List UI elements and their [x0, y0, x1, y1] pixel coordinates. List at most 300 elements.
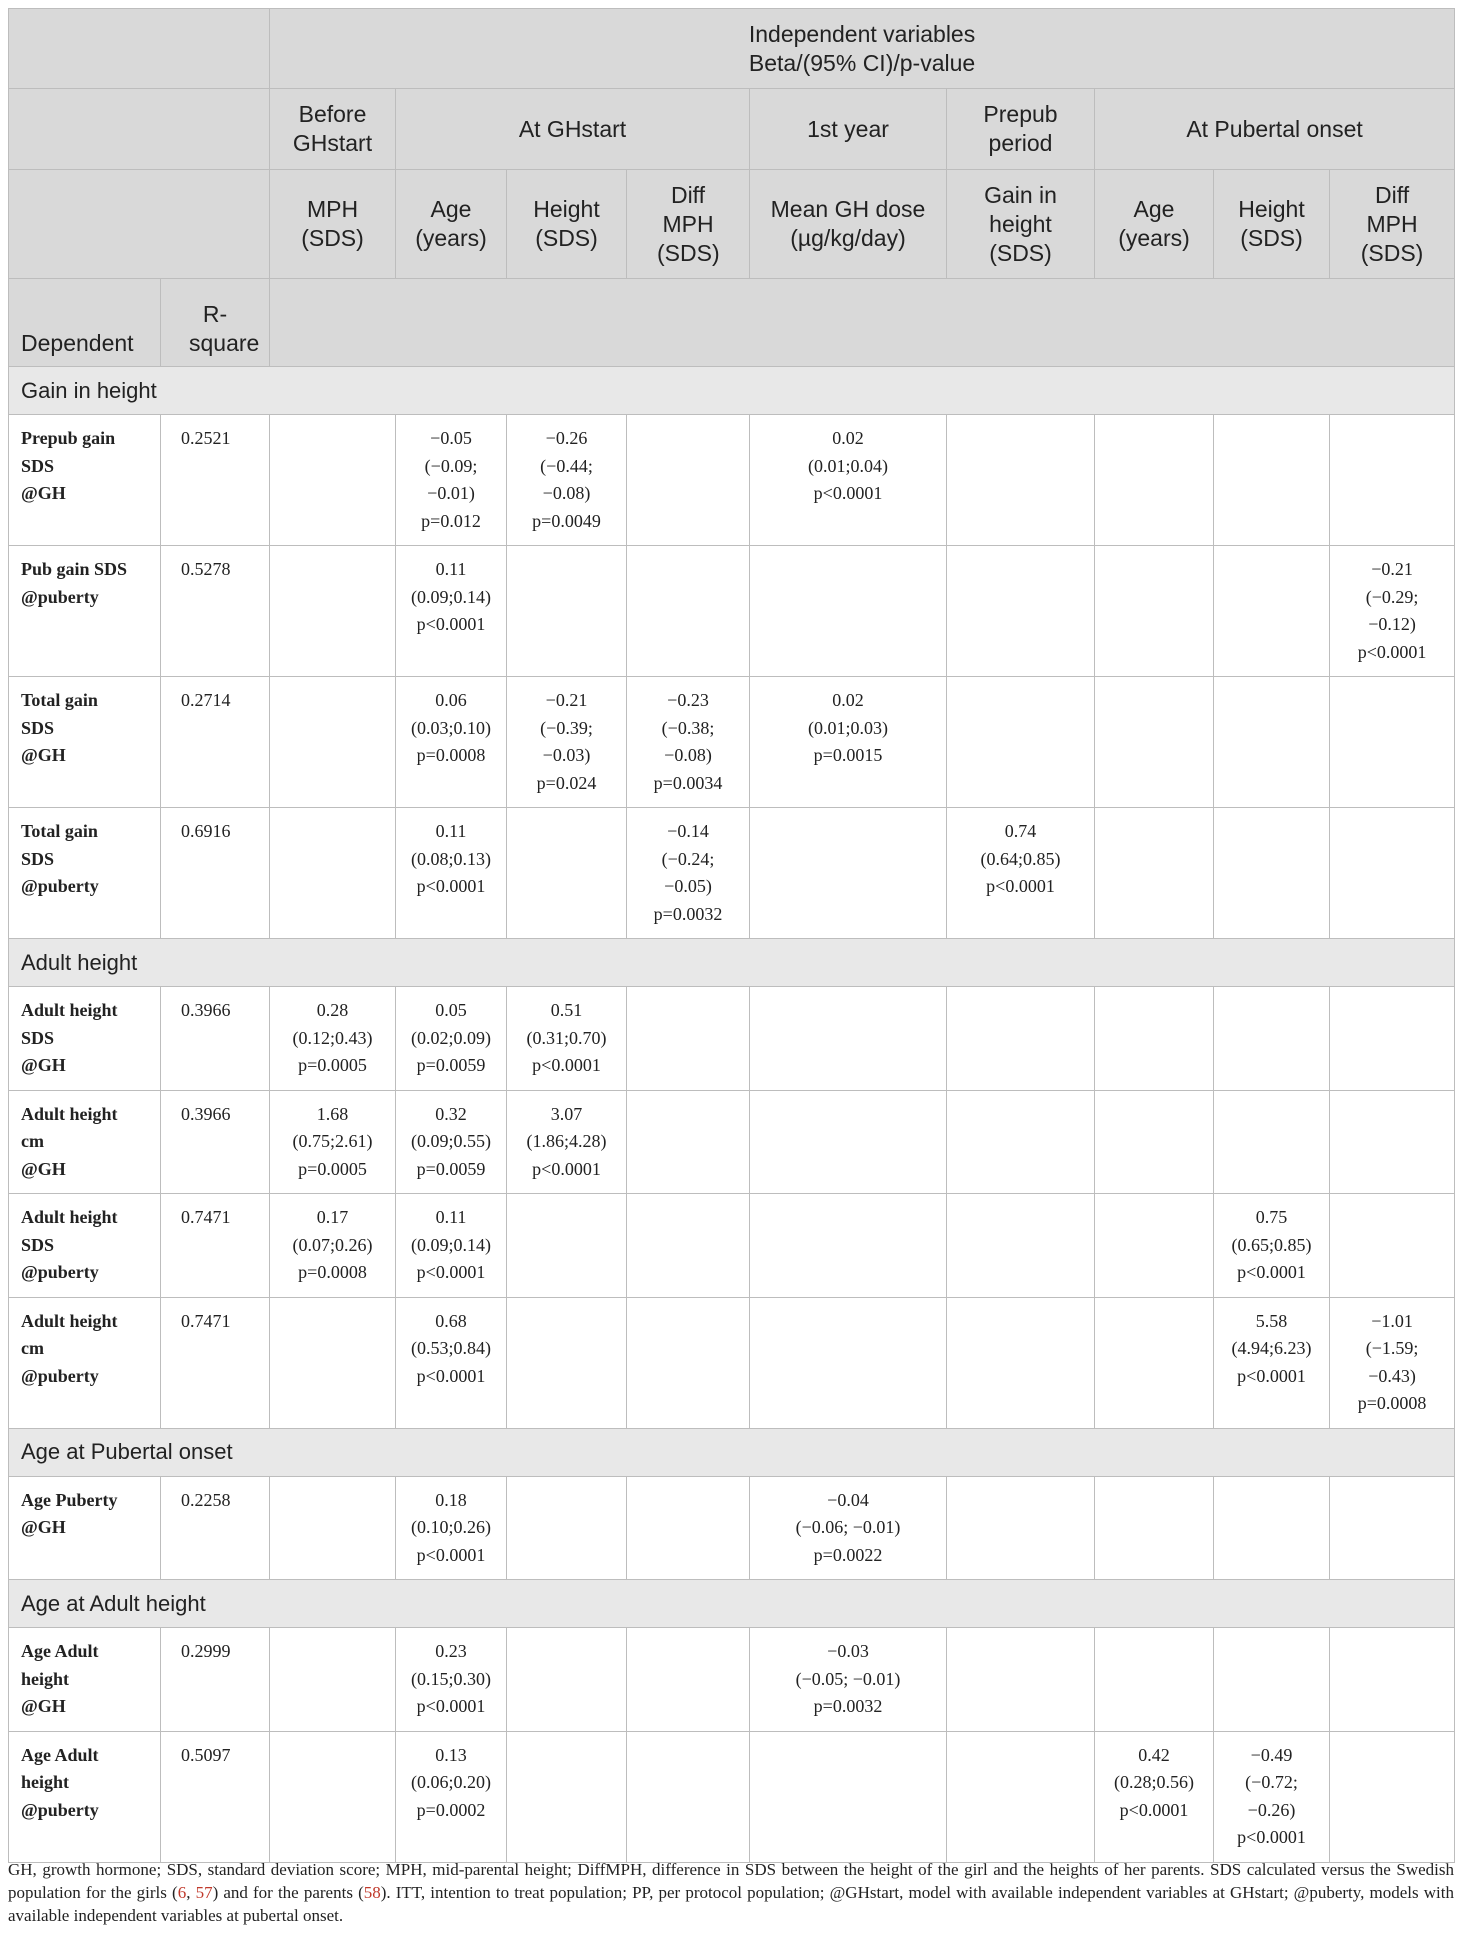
value-cell [1095, 987, 1214, 1091]
dependent-label-line: Age Puberty [21, 1489, 118, 1510]
value-cell [947, 1731, 1095, 1862]
table-row [9, 677, 1455, 808]
value-line: −0.26) [1247, 1799, 1296, 1820]
dependent-label-line: Adult height [21, 1000, 118, 1020]
dependent-label-line: Pub gain SDS [21, 559, 128, 579]
value-line: p=0.024 [536, 772, 597, 793]
dependent-label-line: @puberty [21, 1262, 99, 1282]
value-line: (0.12;0.43) [292, 1027, 373, 1048]
dependent-label-line: SDS [21, 717, 55, 738]
value-cell [1095, 415, 1214, 546]
group-first-year: 1st year [750, 89, 947, 170]
value-cell [750, 1090, 947, 1194]
table-row [9, 1297, 1455, 1428]
group-at-ghstart: At GHstart [396, 89, 750, 170]
independent-variables-header [270, 9, 1455, 89]
section-title: Adult height [9, 939, 1455, 987]
table-row [9, 1731, 1455, 1862]
reference-link[interactable]: 6 [177, 1883, 187, 1902]
value-line: −0.43) [1368, 1365, 1416, 1386]
dependent-label-line: Adult height [21, 1207, 118, 1227]
value-line: (0.02;0.09) [411, 1027, 491, 1048]
rsquare-label: R-square [161, 279, 270, 367]
value-line: (0.10;0.26) [411, 1517, 491, 1537]
value-cell [270, 677, 396, 808]
table-row [9, 808, 1455, 939]
value-line: (0.31;0.70) [526, 1027, 607, 1048]
dependent-cell [9, 415, 161, 546]
value-cell [396, 546, 507, 677]
dependent-label-line: @GH [21, 1055, 66, 1075]
value-cell [270, 1297, 396, 1428]
footnote-text: ). ITT, intention to treat population; PP, per protocol population; @GHstart, model with available independent variables at GHstart; @puberty, models with available independent variables at pubertal onset. [8, 1883, 1454, 1925]
results-table-container [8, 8, 1454, 1863]
value-line: −0.04 [827, 1489, 869, 1510]
value-line: p<0.0001 [1237, 1365, 1306, 1386]
dependent-label-line: Total gain [21, 821, 98, 841]
value-cell [947, 1090, 1095, 1194]
value-line: 5.58 [1255, 1310, 1288, 1331]
value-cell [947, 1476, 1095, 1580]
value-line: p=0.0032 [653, 903, 723, 924]
value-cell [1330, 1731, 1455, 1862]
value-line: 0.75 [1255, 1207, 1288, 1227]
value-line: p<0.0001 [416, 1262, 486, 1282]
value-cell [270, 1476, 396, 1580]
value-cell [270, 415, 396, 546]
value-line: 0.28 [316, 1000, 349, 1020]
header-empty-cell [9, 170, 270, 279]
value-cell [947, 987, 1095, 1091]
value-cell [396, 1297, 507, 1428]
value-line: p=0.0049 [532, 510, 601, 531]
dependent-cell [9, 1090, 161, 1194]
value-line: p=0.0059 [416, 1158, 486, 1179]
dependent-label-line: SDS [21, 1234, 55, 1255]
dependent-label-line: @GH [21, 1517, 66, 1537]
value-cell [1214, 987, 1330, 1091]
dependent-cell [9, 1628, 161, 1732]
value-line: (0.07;0.26) [292, 1234, 373, 1255]
value-line: (0.03;0.10) [411, 717, 491, 738]
value-line: (0.09;0.14) [411, 586, 491, 607]
col-gain-in-height: Gain in height (SDS) [947, 170, 1095, 279]
value-line: p<0.0001 [416, 1544, 486, 1565]
value-cell [1330, 546, 1455, 677]
dependent-label-line: SDS [21, 1027, 55, 1048]
col-pub-age-years: Age (years) [1095, 170, 1214, 279]
value-cell [507, 1731, 627, 1862]
value-line: p=0.0032 [813, 1696, 883, 1716]
value-cell [270, 1194, 396, 1298]
value-line: p<0.0001 [532, 1055, 601, 1075]
value-line: −0.26 [545, 428, 588, 448]
table-row [9, 1090, 1455, 1194]
section-title: Gain in height [9, 367, 1455, 415]
rsquare-cell: 0.5278 [161, 546, 270, 677]
value-line: −0.03) [542, 745, 591, 765]
dependent-cell [9, 677, 161, 808]
value-line: p=0.0005 [298, 1055, 367, 1075]
value-cell [750, 987, 947, 1091]
dependent-cell [9, 1731, 161, 1862]
value-line: 0.23 [435, 1641, 467, 1661]
value-line: (0.08;0.13) [411, 848, 491, 869]
rsquare-cell: 0.2258 [161, 1476, 270, 1580]
dependent-label-line: SDS [21, 848, 55, 869]
value-cell [750, 1194, 947, 1298]
group-prepub-period: Prepub period [947, 89, 1095, 170]
value-cell [627, 1731, 750, 1862]
value-cell [1330, 1297, 1455, 1428]
value-line: (0.06;0.20) [411, 1772, 491, 1792]
value-line: −0.23 [667, 690, 709, 710]
group-at-pubertal-onset: At Pubertal onset [1095, 89, 1455, 170]
value-cell [947, 808, 1095, 939]
rsquare-cell: 0.2999 [161, 1628, 270, 1732]
section-title: Age at Pubertal onset [9, 1428, 1455, 1476]
value-cell [750, 1476, 947, 1580]
value-cell [627, 1476, 750, 1580]
value-cell [1330, 1090, 1455, 1194]
reference-link[interactable]: 58 [363, 1883, 381, 1902]
value-cell [1214, 415, 1330, 546]
dependent-label-line: @puberty [21, 876, 99, 896]
value-cell [750, 1628, 947, 1732]
value-line: p=0.012 [421, 510, 481, 531]
value-cell [396, 987, 507, 1091]
dependent-label-line: SDS [21, 455, 55, 476]
value-line: (−0.29; [1365, 586, 1419, 607]
dependent-label-line: height [21, 1772, 70, 1792]
value-cell [627, 415, 750, 546]
dependent-label-line: Age Adult [21, 1641, 99, 1661]
value-cell [1330, 1194, 1455, 1298]
value-cell [1330, 1628, 1455, 1732]
regression-table [8, 8, 1455, 1863]
rsquare-cell: 0.7471 [161, 1194, 270, 1298]
col-mph-sds: MPH (SDS) [270, 170, 396, 279]
value-line: 0.02 [832, 428, 864, 448]
dependent-label-line: height [21, 1668, 70, 1689]
value-line: 0.11 [435, 1207, 467, 1227]
value-cell [396, 1090, 507, 1194]
value-line: 1.68 [316, 1103, 349, 1124]
value-cell [1095, 1731, 1214, 1862]
table-row [9, 987, 1455, 1091]
value-cell [627, 1628, 750, 1732]
value-line: p<0.0001 [813, 483, 883, 503]
value-cell [750, 808, 947, 939]
value-line: 0.02 [832, 690, 864, 710]
value-cell [627, 677, 750, 808]
table-row [9, 546, 1455, 677]
value-line: (−0.39; [540, 717, 593, 738]
group-before-ghstart: Before GHstart [270, 89, 396, 170]
col-diff-mph-sds: Diff MPH (SDS) [627, 170, 750, 279]
value-cell [947, 546, 1095, 677]
dependent-label-line: Total gain [21, 690, 98, 710]
value-line: (−0.06; −0.01) [795, 1517, 901, 1537]
value-cell [396, 1731, 507, 1862]
value-cell [750, 1731, 947, 1862]
dependent-label-line: @puberty [21, 1365, 99, 1386]
value-cell [270, 1731, 396, 1862]
col-age-years: Age (years) [396, 170, 507, 279]
table-header [9, 9, 1455, 367]
rsquare-cell: 0.3966 [161, 987, 270, 1091]
value-line: −0.12) [1368, 614, 1416, 634]
value-cell [507, 1297, 627, 1428]
dependent-label-line: Age Adult [21, 1744, 99, 1765]
value-cell [396, 677, 507, 808]
value-cell [627, 808, 750, 939]
value-cell [947, 1194, 1095, 1298]
value-line: p<0.0001 [416, 1696, 486, 1716]
value-line: (−0.09; [424, 455, 478, 476]
header-empty-cell [9, 89, 270, 170]
dependent-label-line: Prepub gain [21, 428, 116, 448]
rsquare-cell: 0.7471 [161, 1297, 270, 1428]
footnote-text: ) and for the parents ( [212, 1883, 364, 1902]
value-line: p=0.0005 [298, 1158, 367, 1179]
value-cell [1214, 1194, 1330, 1298]
value-cell [1330, 987, 1455, 1091]
value-line: −0.49 [1250, 1744, 1293, 1765]
value-line: −0.05 [430, 428, 472, 448]
footnote-text: GH, growth hormone; SDS, standard deviation score; MPH, mid-parental height; DiffMPH, difference in SDS between the height of the girl and the heights of her parents. SDS calculated versus the Swedish population for the girls ( [8, 1860, 1454, 1902]
value-cell [1214, 1090, 1330, 1194]
value-line: 0.13 [435, 1744, 467, 1765]
col-pub-diff-mph-sds: Diff MPH (SDS) [1330, 170, 1455, 279]
value-cell [507, 1090, 627, 1194]
value-cell [750, 1297, 947, 1428]
reference-link[interactable]: 57 [195, 1883, 213, 1902]
value-line: p<0.0001 [1237, 1827, 1306, 1847]
value-cell [1095, 1090, 1214, 1194]
dependent-label-line: Adult height [21, 1103, 118, 1124]
value-cell [270, 1628, 396, 1732]
value-line: p<0.0001 [1119, 1799, 1189, 1820]
value-line: (0.53;0.84) [411, 1338, 491, 1358]
value-line: 0.11 [435, 821, 467, 841]
value-cell [1214, 1731, 1330, 1862]
dependent-label-line: @GH [21, 1158, 66, 1179]
value-line: −1.01 [1371, 1310, 1413, 1331]
value-cell [750, 677, 947, 808]
rsquare-cell: 0.2521 [161, 415, 270, 546]
value-cell [396, 1476, 507, 1580]
value-cell [947, 1628, 1095, 1732]
value-cell [507, 677, 627, 808]
value-line: −0.21 [1371, 559, 1413, 579]
value-cell [1214, 1297, 1330, 1428]
value-line: p=0.0059 [416, 1055, 486, 1075]
value-line: p=0.0002 [416, 1799, 486, 1820]
section-row [9, 939, 1455, 987]
value-cell [1095, 546, 1214, 677]
value-line: p<0.0001 [1357, 641, 1427, 662]
value-cell [507, 1628, 627, 1732]
value-cell [1095, 1297, 1214, 1428]
independent-subtitle: Beta/(95% CI)/p-value [748, 49, 976, 76]
value-cell [507, 415, 627, 546]
rsquare-cell: 0.6916 [161, 808, 270, 939]
value-line: −0.08) [542, 483, 591, 503]
value-cell [507, 1194, 627, 1298]
value-line: p=0.0008 [298, 1262, 367, 1282]
dependent-label-line: @GH [21, 1696, 66, 1716]
value-cell [396, 415, 507, 546]
value-line: (0.65;0.85) [1231, 1234, 1312, 1255]
value-line: p<0.0001 [532, 1158, 601, 1179]
value-line: p=0.0008 [416, 745, 486, 765]
dependent-label-line: @puberty [21, 1799, 99, 1820]
value-line: p<0.0001 [1237, 1262, 1306, 1282]
value-line: (0.01;0.04) [808, 455, 888, 476]
value-cell [1214, 1628, 1330, 1732]
value-cell [507, 1476, 627, 1580]
value-line: 3.07 [550, 1103, 583, 1124]
value-cell [1214, 546, 1330, 677]
value-line: (−0.44; [540, 455, 593, 476]
value-cell [507, 808, 627, 939]
table-body [9, 367, 1455, 1863]
value-cell [947, 415, 1095, 546]
value-line: 0.74 [1004, 821, 1037, 841]
value-line: (−0.38; [661, 717, 715, 738]
table-row [9, 1476, 1455, 1580]
value-line: (−0.05; −0.01) [795, 1668, 901, 1689]
col-mean-gh-dose: Mean GH dose (µg/kg/day) [750, 170, 947, 279]
dependent-cell [9, 1194, 161, 1298]
value-line: (0.09;0.55) [411, 1131, 491, 1151]
value-line: (−0.72; [1245, 1772, 1298, 1792]
value-line: 0.18 [435, 1489, 467, 1510]
value-cell [396, 808, 507, 939]
value-cell [1214, 808, 1330, 939]
independent-title: Independent variables [748, 20, 976, 47]
value-line: 0.51 [550, 1000, 583, 1020]
table-footnote [8, 1858, 1454, 1927]
value-cell [507, 546, 627, 677]
dependent-label: Dependent [9, 279, 161, 367]
value-cell [270, 808, 396, 939]
value-cell [507, 987, 627, 1091]
value-cell [270, 1090, 396, 1194]
dependent-label-line: @puberty [21, 586, 99, 607]
value-cell [270, 987, 396, 1091]
value-line: p=0.0008 [1357, 1393, 1427, 1413]
value-cell [627, 546, 750, 677]
value-cell [1330, 1476, 1455, 1580]
value-line: p<0.0001 [986, 876, 1055, 896]
value-line: 0.11 [435, 559, 467, 579]
value-line: 0.42 [1138, 1744, 1170, 1765]
value-line: (−0.24; [661, 848, 715, 869]
value-line: 0.05 [435, 1000, 467, 1020]
rsquare-cell: 0.2714 [161, 677, 270, 808]
rsquare-cell: 0.3966 [161, 1090, 270, 1194]
value-cell [396, 1194, 507, 1298]
value-cell [270, 546, 396, 677]
rsquare-cell: 0.5097 [161, 1731, 270, 1862]
dependent-cell [9, 1297, 161, 1428]
dependent-label-line: @GH [21, 745, 66, 765]
section-row [9, 1580, 1455, 1628]
value-line: 0.68 [435, 1310, 467, 1331]
value-cell [627, 1090, 750, 1194]
value-line: −0.08) [664, 745, 712, 765]
value-line: −0.05) [664, 876, 712, 896]
value-cell [947, 677, 1095, 808]
dependent-cell [9, 987, 161, 1091]
dependent-label-line: @GH [21, 483, 66, 503]
value-cell [750, 415, 947, 546]
dependent-cell [9, 1476, 161, 1580]
value-line: p<0.0001 [416, 876, 486, 896]
value-cell [1330, 415, 1455, 546]
header-empty-cell [9, 9, 270, 89]
value-line: 0.06 [435, 690, 467, 710]
dependent-label-line: cm [21, 1338, 44, 1358]
value-cell [1095, 1628, 1214, 1732]
col-pub-height-sds: Height (SDS) [1214, 170, 1330, 279]
value-line: p<0.0001 [416, 614, 486, 634]
header-empty-cell [270, 279, 1455, 367]
value-cell [1330, 808, 1455, 939]
dependent-cell [9, 808, 161, 939]
value-line: 0.32 [435, 1103, 467, 1124]
value-line: −0.03 [827, 1641, 869, 1661]
value-line: (0.64;0.85) [980, 848, 1061, 869]
value-line: (0.15;0.30) [411, 1668, 491, 1689]
value-line: p=0.0022 [813, 1544, 883, 1565]
value-cell [627, 1194, 750, 1298]
value-cell [750, 546, 947, 677]
value-line: 0.17 [316, 1207, 349, 1227]
table-row [9, 415, 1455, 546]
dependent-label-line: Adult height [21, 1310, 118, 1331]
value-line: −0.14 [667, 821, 709, 841]
value-cell [1095, 677, 1214, 808]
dependent-cell [9, 546, 161, 677]
value-line: −0.21 [545, 690, 588, 710]
footnote-separator: , [186, 1883, 196, 1902]
value-line: (0.01;0.03) [808, 717, 888, 738]
value-line: −0.01) [427, 483, 475, 503]
value-line: (−1.59; [1365, 1338, 1419, 1358]
value-line: (0.28;0.56) [1114, 1772, 1194, 1792]
col-height-sds: Height (SDS) [507, 170, 627, 279]
value-cell [1214, 677, 1330, 808]
value-line: (0.75;2.61) [292, 1131, 373, 1151]
value-cell [627, 1297, 750, 1428]
section-row [9, 1428, 1455, 1476]
value-line: (4.94;6.23) [1231, 1338, 1312, 1358]
value-line: (0.09;0.14) [411, 1234, 491, 1255]
value-cell [1095, 808, 1214, 939]
value-line: (1.86;4.28) [526, 1131, 607, 1151]
section-title: Age at Adult height [9, 1580, 1455, 1628]
value-cell [396, 1628, 507, 1732]
value-cell [1330, 677, 1455, 808]
table-row [9, 1628, 1455, 1732]
table-row [9, 1194, 1455, 1298]
value-cell [1214, 1476, 1330, 1580]
value-cell [1095, 1194, 1214, 1298]
value-line: p=0.0034 [653, 772, 723, 793]
